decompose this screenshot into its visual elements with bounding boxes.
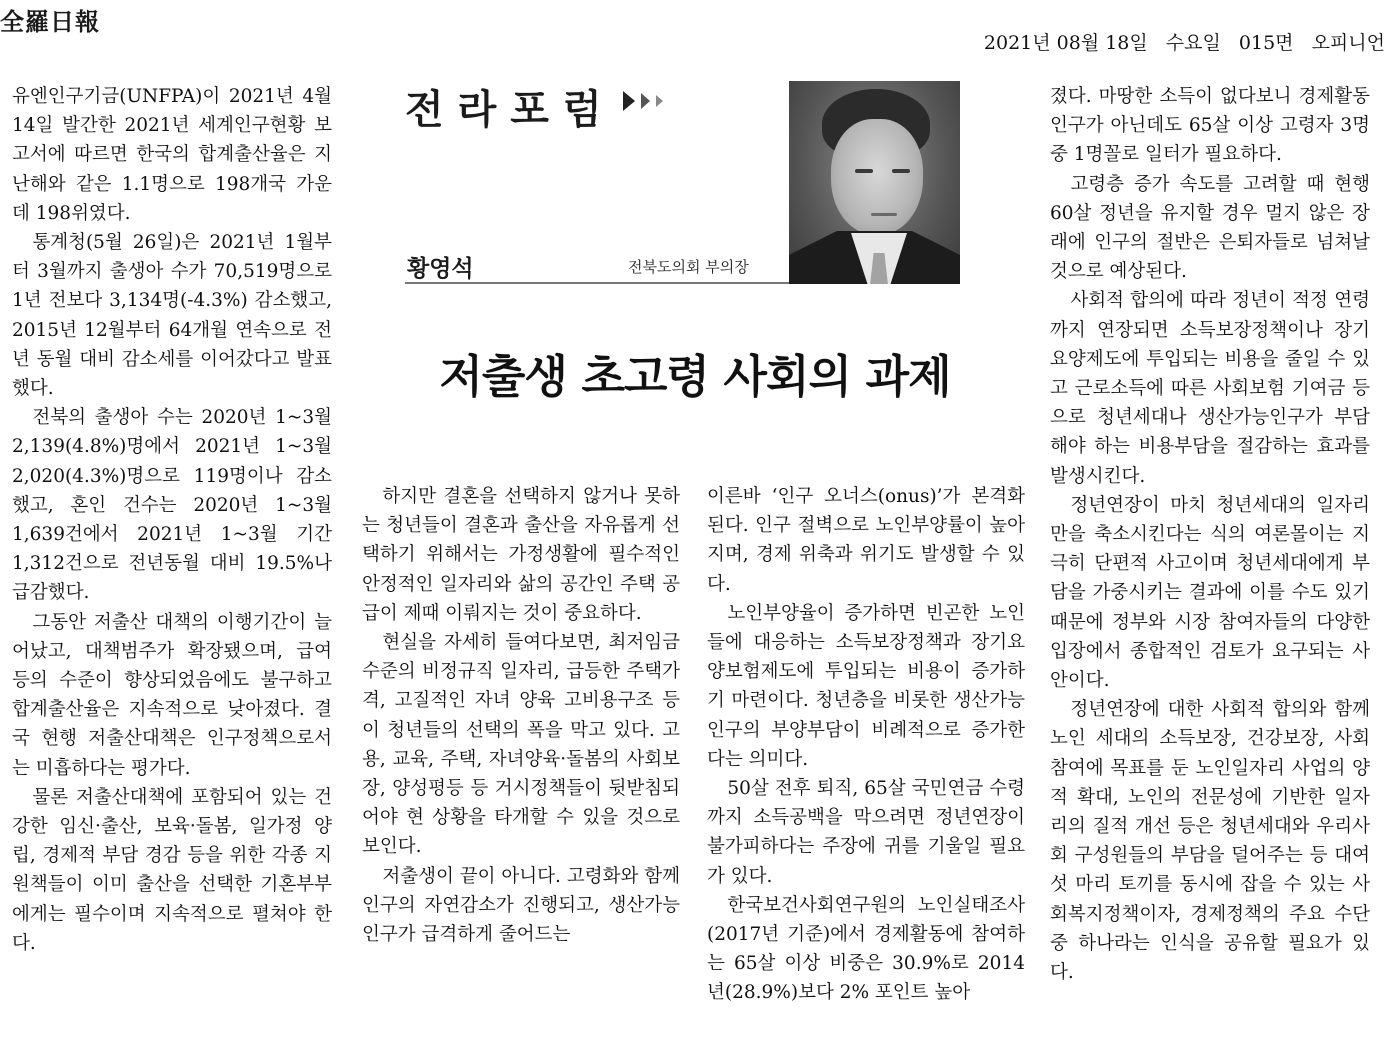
article-column-4 — [1050, 82, 1370, 987]
byline-divider — [405, 282, 790, 284]
forum-header — [405, 78, 785, 288]
paragraph: 유엔인구기금(UNFPA)이 2021년 4월 14일 발간한 2021년 세계인구현황 보고서에 따르면 한국의 합계출산율은 지난해와 같은 1.1명으로 198개국 가운데 198위였다. — [12, 86, 332, 224]
paragraph: 한국보건사회연구원의 노인실태조사(2017년 기준)에서 경제활동에 참여하는 65살 이상 비중은 30.9%로 2014년(28.9%)보다 2% 포인트 높아 — [707, 894, 1025, 1004]
paragraph: 통계청(5월 26일)은 2021년 1월부터 3월까지 출생아 수가 70,519명으로 1년 전보다 3,134명(-4.3%) 감소했고, 2015년 12월부터 64개월 연속으로 전년 동월 대비 감소세를 이어갔다고 발표했다. — [12, 232, 332, 400]
paragraph: 정년연장에 대한 사회적 합의와 함께 노인 세대의 소득보장, 건강보장, 사회참여에 목표를 둔 노인일자리 사업의 양적 확대, 노인의 전문성에 기반한 일자리의 질적 개선 등은 청년세대와 우리사회 구성원들의 부담을 덜어주는 등 대여섯 마리 토끼를 동시에 잡을 수 있는 사회복지정책이자, 경제정책의 주요 수단 중 하나라는 인식을 공유할 필요가 있다. — [1050, 699, 1370, 984]
issue-weekday: 수요일 — [1165, 32, 1221, 54]
forum-title: 전라포럼 — [405, 87, 616, 133]
portrait-eye — [892, 169, 910, 173]
article-column-2 — [362, 482, 680, 949]
triangle-right-icon — [656, 95, 663, 107]
dateline — [972, 28, 1385, 55]
article-column-3 — [707, 482, 1025, 1008]
paragraph: 고령층 증가 속도를 고려할 때 현행 60살 정년을 유지할 경우 멀지 않은 장래에 인구의 절반은 은퇴자들로 넘쳐날 것으로 예상된다. — [1050, 173, 1370, 283]
paragraph: 전북의 출생아 수는 2020년 1~3월 2,139(4.8%)명에서 2021년 1~3월 2,020(4.3%)명으로 119명이나 감소했고, 혼인 건수는 2020년 1~3월 1,639건에서 2021년 1~3월 기간 1,312건으로 전년동월 대비 19.5%나 급감했다. — [12, 407, 332, 604]
paragraph: 저출생이 끝이 아니다. 고령화와 함께 인구의 자연감소가 진행되고, 생산가능인구가 급격하게 줄어드는 — [362, 865, 680, 946]
paragraph: 물론 저출산대책에 포함되어 있는 건강한 임신·출산, 보육·돌봄, 일가정 양립, 경제적 부담 경감 등을 위한 각종 지원책들이 이미 출산을 선택한 기혼부부에게는 필수이며 지속적으로 펼쳐야 한다. — [12, 786, 332, 954]
paragraph: 졌다. 마땅한 소득이 없다보니 경제활동인구가 아닌데도 65살 이상 고령자 3명 중 1명꼴로 일터가 필요하다. — [1050, 86, 1370, 166]
paragraph: 노인부양율이 증가하면 빈곤한 노인들에 대응하는 소득보장정책과 장기요양보험제도에 투입되는 비용이 증가하기 마련이다. 청년층을 비롯한 생산가능인구의 부양부담이 비례적으로 증가한다는 의미다. — [707, 602, 1025, 770]
author-name: 황영석 — [407, 256, 474, 282]
article-headline: 저출생 초고령 사회의 과제 — [439, 350, 951, 403]
portrait-eye — [855, 169, 873, 173]
triangle-right-icon — [623, 91, 635, 111]
forum-arrows — [623, 91, 663, 111]
paragraph: 하지만 결혼을 선택하지 않거나 못하는 청년들이 결혼과 출산을 자유롭게 선택하기 위해서는 가정생활에 필수적인 안정적인 일자리와 삶의 공간인 주택 공급이 제때 이뤄지는 것이 중요하다. — [362, 486, 680, 624]
newspaper-masthead: 全羅日報 — [0, 8, 100, 36]
paragraph: 정년연장이 마치 청년세대의 일자리만을 축소시킨다는 식의 여론몰이는 지극히 단편적 사고이며 청년세대에게 부담을 가중시키는 결과에 이를 수도 있기 때문에 정부와 시장 참여자들의 다양한 입장에서 종합적인 검토가 요구되는 사안이다. — [1050, 494, 1370, 692]
portrait-face — [831, 119, 923, 235]
paragraph: 사회적 합의에 따라 정년이 적정 연령까지 연장되면 소득보장정책이나 장기요양제도에 투입되는 비용을 줄일 수 있고 근로소득에 따른 사회보험 기여금 등으로 청년세대나 생산가능인구가 부담해야 하는 비용부담을 절감하는 효과를 발생시킨다. — [1050, 290, 1370, 487]
paragraph: 이른바 ‘인구 오너스(onus)’가 본격화된다. 인구 절벽으로 노인부양률이 높아지며, 경제 위축과 위기도 발생할 수 있다. — [707, 486, 1025, 595]
paragraph: 현실을 자세히 들여다보면, 최저임금 수준의 비정규직 일자리, 급등한 주택가격, 고질적인 자녀 양육 고비용구조 등이 청년들의 선택의 폭을 막고 있다. 고용, 교육, 주택, 자녀양육·돌봄의 사회보장, 양성평등 등 거시정책들이 뒷받침되어야 현 상황을 타개할 수 있을 것으로 보인다. — [362, 632, 680, 858]
author-portrait — [789, 81, 960, 284]
paragraph: 그동안 저출산 대책의 이행기간이 늘어났고, 대책범주가 확장됐으며, 급여 등의 수준이 향상되었음에도 불구하고 합계출산율은 지속적으로 낮아졌다. 결국 현행 저출산대책은 인구정책으로서는 미흡하다는 평가다. — [12, 611, 332, 779]
issue-date: 2021년 08월 18일 — [983, 32, 1148, 54]
article-column-1 — [12, 82, 332, 958]
page-number: 015면 — [1238, 32, 1294, 54]
author-role: 전북도의회 부의장 — [628, 258, 749, 276]
section-name: 오피니언 — [1311, 32, 1385, 54]
portrait-mouth — [871, 213, 897, 216]
paragraph: 50살 전후 퇴직, 65살 국민연금 수령까지 소득공백을 막으려면 정년연장이 불가피하다는 주장에 귀를 기울일 필요가 있다. — [707, 778, 1025, 887]
triangle-right-icon — [641, 93, 650, 109]
